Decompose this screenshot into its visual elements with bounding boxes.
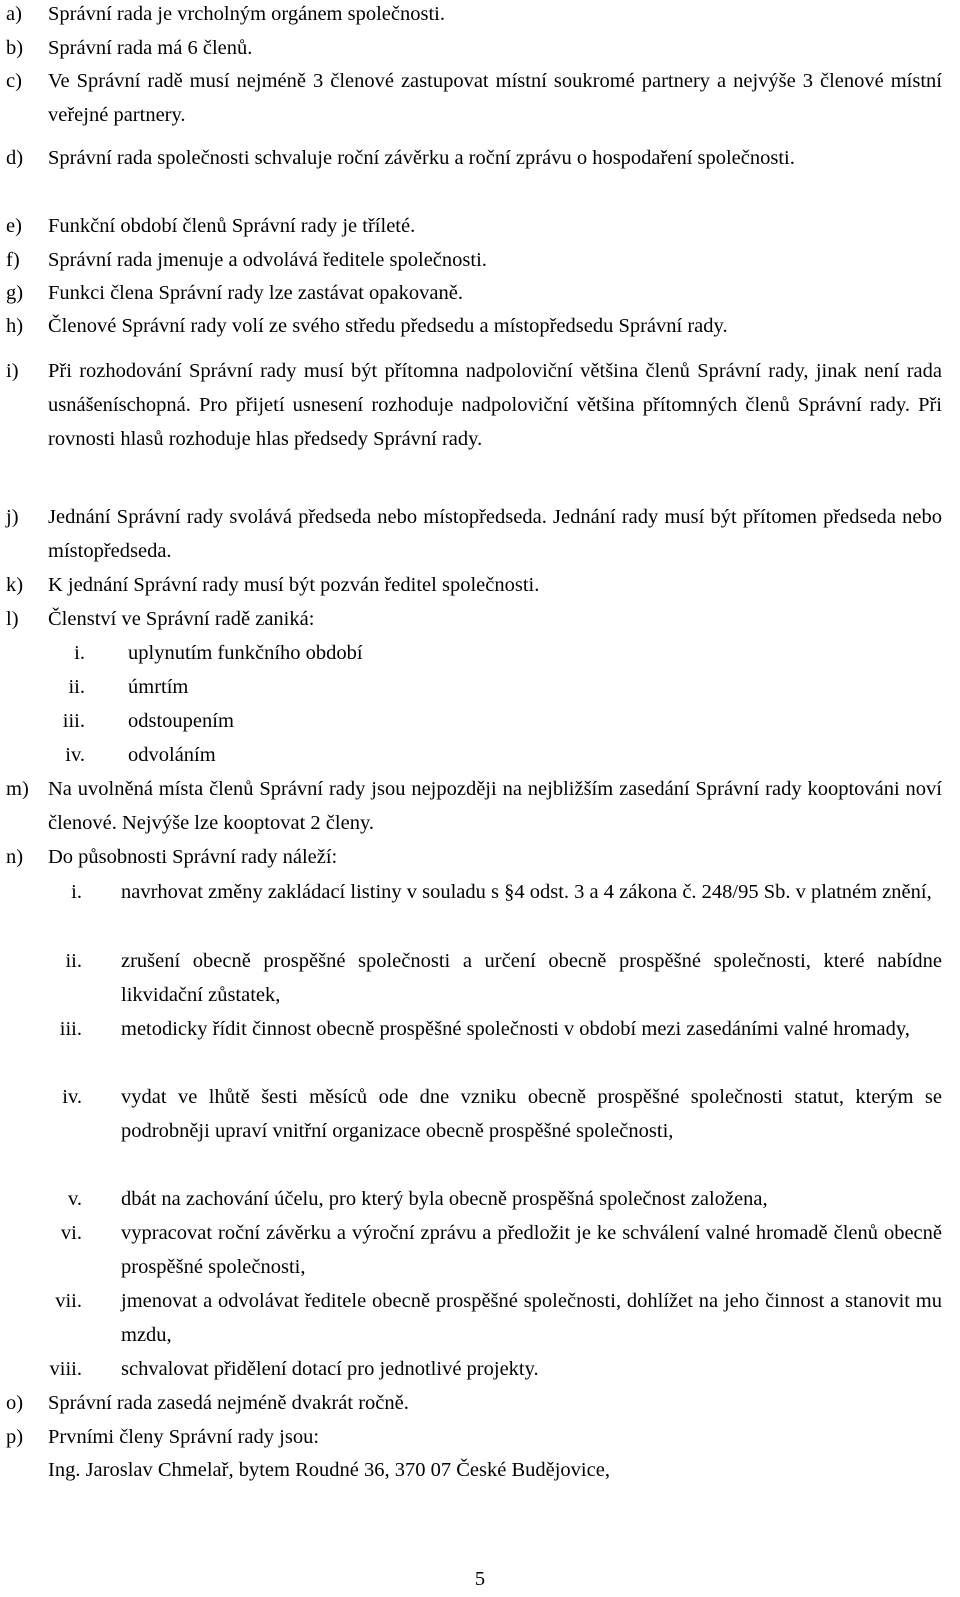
item-text: Jednání Správní rady svolává předseda nebo místopředseda. Jednání rady musí být přítomen předseda nebo místopředseda. <box>48 506 942 562</box>
sublist-item <box>0 1216 942 1284</box>
item-text: Správní rada zasedá nejméně dvakrát ročně. <box>48 1392 409 1414</box>
list-item-e <box>6 209 942 243</box>
page-number: 5 <box>474 1568 486 1590</box>
sublist-number: iii. <box>59 1018 82 1040</box>
item-text: Do působnosti Správní rady náleží: <box>48 846 338 868</box>
sublist-text: vydat ve lhůtě šesti měsíců ode dne vzniku obecně prospěšné společnosti statut, kterým se podrobněji upraví vnitřní organizace obecně prospěšné společnosti, <box>121 1086 942 1142</box>
sublist-number: vi. <box>60 1222 82 1244</box>
sublist-item <box>0 1080 942 1148</box>
sublist-number: iii. <box>62 710 85 732</box>
item-label: f) <box>6 249 20 271</box>
list-item-j <box>6 500 942 568</box>
item-label: i) <box>6 360 19 382</box>
list-item-a <box>6 0 942 31</box>
item-label: e) <box>6 215 22 237</box>
sublist-text: jmenovat a odvolávat ředitele obecně prospěšné společnosti, dohlížet na jeho činnost a stanovit mu mzdu, <box>121 1290 942 1346</box>
item-text: Správní rada společnosti schvaluje roční závěrku a roční zprávu o hospodaření společnosti. <box>48 147 795 169</box>
item-text: Správní rada jmenuje a odvolává ředitele společnosti. <box>48 249 487 271</box>
item-text: Funkční období členů Správní rady je tříleté. <box>48 215 416 237</box>
sublist-number: v. <box>67 1188 82 1210</box>
sublist-number: ii. <box>68 676 85 698</box>
sublist-text: schvalovat přidělení dotací pro jednotlivé projekty. <box>121 1358 539 1380</box>
item-label: b) <box>6 37 24 59</box>
item-label: o) <box>6 1392 24 1414</box>
sublist-number: viii. <box>49 1358 82 1380</box>
list-item-n <box>6 840 942 874</box>
item-label: a) <box>6 3 22 25</box>
item-label: m) <box>6 778 29 800</box>
item-text: Ve Správní radě musí nejméně 3 členové zastupovat místní soukromé partnery a nejvýše 3 členové místní veřejné partnery. <box>48 70 942 126</box>
item-text: Při rozhodování Správní rady musí být přítomna nadpoloviční většina členů Správní rady, jinak není rada usnášeníschopná. Pro přijetí usnesení rozhoduje nadpoloviční většina přítomných členů Správní rady. Při rovnosti hlasů rozhoduje hlas předsedy Správní rady. <box>48 360 942 450</box>
sublist-text: úmrtím <box>128 676 189 698</box>
item-label: l) <box>6 608 19 630</box>
sublist-item <box>0 704 700 738</box>
sublist-item <box>0 875 942 909</box>
list-item-m <box>6 772 942 840</box>
item-text: Funkci člena Správní rady lze zastávat opakovaně. <box>48 282 463 304</box>
item-label: j) <box>6 506 19 528</box>
sublist-number: ii. <box>65 950 82 972</box>
sublist-item <box>0 944 942 1012</box>
board-member: Ing. Jaroslav Chmelař, bytem Roudné 36, 370 07 České Budějovice, <box>48 1459 610 1481</box>
sublist-item <box>0 1012 942 1046</box>
item-text: K jednání Správní rady musí být pozván ředitel společnosti. <box>48 574 540 596</box>
sublist-text: dbát na zachování účelu, pro který byla obecně prospěšná společnost založena, <box>121 1188 768 1210</box>
item-label: n) <box>6 846 24 868</box>
sublist-text: uplynutím funkčního období <box>128 642 363 664</box>
sublist-text: vypracovat roční závěrku a výroční zprávu a předložit je ke schválení valné hromadě členů obecně prospěšné společnosti, <box>121 1222 942 1278</box>
sublist-number: i. <box>74 642 85 664</box>
sublist-item <box>0 738 700 772</box>
sublist-item <box>0 1352 942 1386</box>
sublist-text: zrušení obecně prospěšné společnosti a určení obecně prospěšné společnosti, které nabídne likvidační zůstatek, <box>121 950 942 1006</box>
sublist-item <box>0 670 700 704</box>
list-item-l <box>6 602 942 636</box>
item-text: Členství ve Správní radě zaniká: <box>48 608 315 630</box>
item-text: Na uvolněná místa členů Správní rady jsou nejpozději na nejbližším zasedání Správní rady kooptováni noví členové. Nejvýše lze kooptovat 2 členy. <box>48 778 942 834</box>
item-label: c) <box>6 70 22 92</box>
item-text: Správní rada je vrcholným orgánem společnosti. <box>48 3 445 25</box>
sublist-text: navrhovat změny zakládací listiny v souladu s §4 odst. 3 a 4 zákona č. 248/95 Sb. v platném znění, <box>121 881 932 903</box>
list-item-b <box>6 31 942 65</box>
list-item-p <box>6 1420 942 1454</box>
item-text: Prvními členy Správní rady jsou: <box>48 1426 320 1448</box>
item-label: d) <box>6 147 24 169</box>
sublist-item <box>0 636 700 670</box>
list-item-f <box>6 243 942 277</box>
sublist-number: iv. <box>62 1086 82 1108</box>
list-item-i <box>6 354 942 456</box>
sublist-number: i. <box>71 881 82 903</box>
list-item-o <box>6 1386 942 1420</box>
sublist-number: iv. <box>65 744 85 766</box>
sublist-text: metodicky řídit činnost obecně prospěšné společnosti v období mezi zasedáními valné hromady, <box>121 1018 910 1040</box>
list-item-d <box>6 141 942 175</box>
item-label: g) <box>6 282 24 304</box>
sublist-item <box>0 1284 942 1352</box>
item-text: Členové Správní rady volí ze svého středu předsedu a místopředsedu Správní rady. <box>48 315 728 337</box>
sublist-number: vii. <box>55 1290 82 1312</box>
sublist-text: odvoláním <box>128 744 216 766</box>
sublist-text: odstoupením <box>128 710 234 732</box>
list-item-k <box>6 568 942 602</box>
item-label: h) <box>6 315 24 337</box>
list-item-h <box>6 309 942 343</box>
list-item-c <box>6 64 942 132</box>
item-label: k) <box>6 574 24 596</box>
item-label: p) <box>6 1426 24 1448</box>
item-text: Správní rada má 6 členů. <box>48 37 253 59</box>
list-item-g <box>6 276 942 310</box>
sublist-item <box>0 1182 942 1216</box>
